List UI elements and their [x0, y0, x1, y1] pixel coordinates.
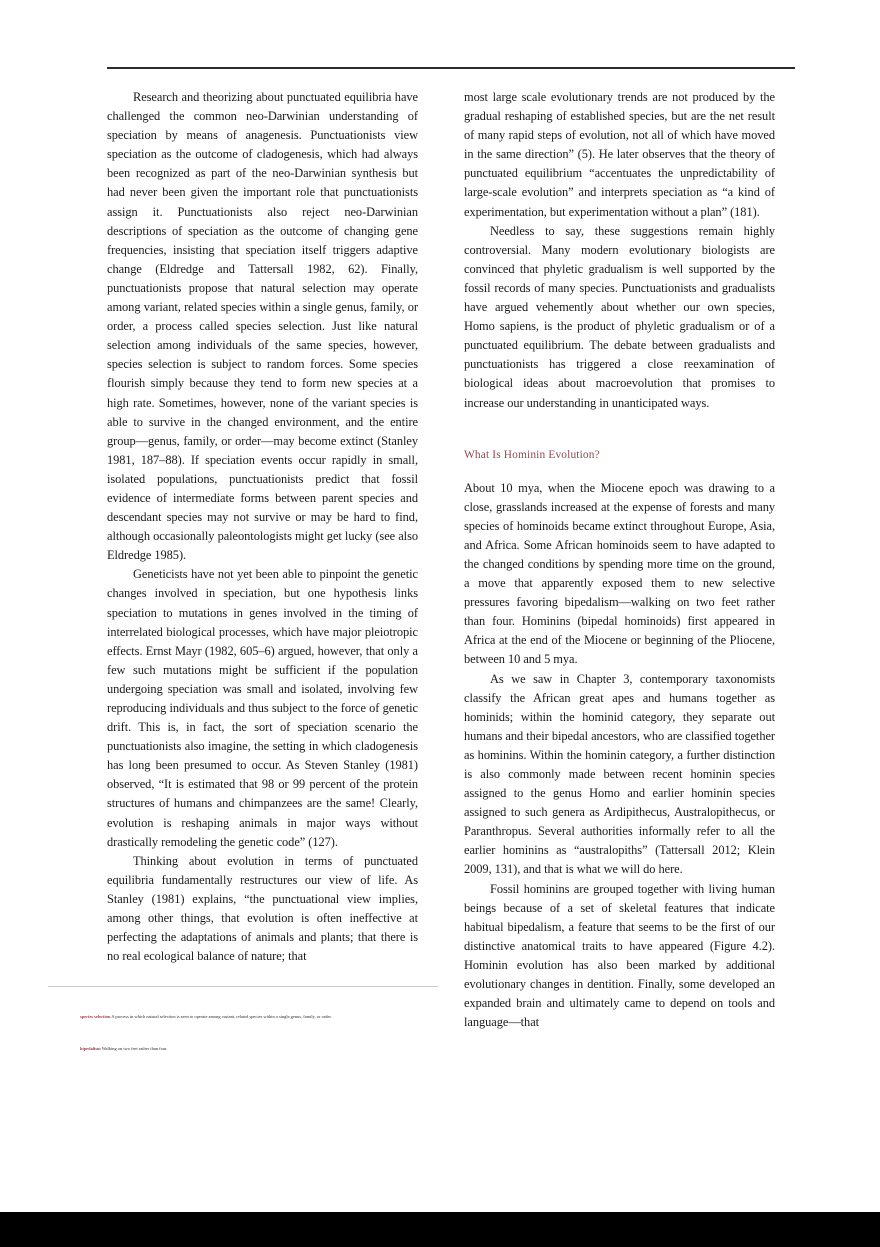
paragraph: Research and theorizing about punctuated equilibria have challenged the common neo-Darwinian understanding of speciation by means of anagenesis. Punctuationists view speciation as the outcome of cladogenesis, which had always been recognized as part of the neo-Darwinian synthesis but had never been given the important role that punctuationists assign it. Punctuationists also reject neo-Darwinian descriptions of speciation as the outcome of changing gene frequencies, insisting that speciation itself triggers adaptive change (Eldredge and Tattersall 1982, 62). Finally, punctuationists propose that natural selection may operate among variant, related species within a single genus, family, or order, a process called species selection. Just like natural selection among individuals of the same species, however, species selection is subject to random forces. Some species flourish simply because they tend to form new species at a high rate. Sometimes, however, none of the variant species is able to survive in the changed environment, and the entire group—genus, family, or order—may become extinct (Stanley 1981, 187–88). If speciation events occur rapidly in small, isolated populations, punctuationists predict that fossil evidence of intermediate forms between parent species and descendant species may not survive or may be hard to find, although occasionally paleontologists might get lucky (see also Eldredge 1985).	[107, 90, 418, 563]
glossary-block	[48, 986, 438, 1054]
paragraph: Needless to say, these suggestions remain highly controversial. Many modern evolutionary biologists are convinced that phyletic gradualism is well supported by the fossil records of many species. Punctuationists and gradualists have argued vehemently about whether our own species, Homo sapiens, is the product of phyletic gradualism or of a punctuated equilibrium. The debate between gradualists and punctuationists has triggered a close reexamination of biological ideas about macroevolution that promises to increase our understanding in unanticipated ways.	[464, 223, 775, 410]
paragraph: Fossil hominins are grouped together with living human beings because of a set of skeletal features that indicate habitual bipedalism, a feature that seems to be the first of our distinctive anatomical traits to have appeared (Figure 4.2). Hominin evolution has also been marked by additional evolutionary changes in dentition. Finally, some developed an expanded brain and ultimately came to depend on tools and language—that	[464, 881, 775, 1030]
glossary-definition: Walking on two feet rather than four.	[101, 1045, 168, 1051]
glossary-definition: A process in which natural selection is seen to operate among variant, related species within a single genus, family, or order.	[111, 1014, 332, 1019]
bottom-black-band	[0, 1212, 880, 1247]
heading-spacer-top	[464, 413, 775, 448]
glossary-entry	[80, 1043, 438, 1055]
heading-spacer-bottom	[464, 463, 775, 479]
glossary-term: bipedalism	[80, 1045, 101, 1051]
right-column	[464, 88, 775, 1032]
glossary-term: species selection	[80, 1014, 111, 1019]
section-heading: What Is Hominin Evolution?	[464, 448, 600, 461]
header-rule	[107, 67, 795, 69]
paragraph: Thinking about evolution in terms of punctuated equilibria fundamentally restructures our view of life. As Stanley (1981) explains, “the punctuational view implies, among other things, that evolution is often ineffective at perfecting the adaptations of animals and plants; that there is no real ecological balance of nature; that	[107, 853, 418, 964]
paragraph: As we saw in Chapter 3, contemporary taxonomists classify the African great apes and humans together as hominids; within the hominid category, they separate out humans and their bipedal ancestors, who are classified together as hominins. Within the hominin category, a further distinction is also commonly made between recent hominin species assigned to the genus Homo and earlier hominin species assigned to such genera as Ardipithecus, Australopithecus, or Paranthropus. Several authorities informally refer to all the earlier hominins as “australopiths” (Tattersall 2012; Klein 2009, 131), and that is what we will do here.	[464, 671, 775, 877]
paragraph: Geneticists have not yet been able to pinpoint the genetic changes involved in speciation, but one hypothesis links speciation to mutations in genes involved in the timing of interrelated biological processes, which have major pleiotropic effects. Ernst Mayr (1982, 605–6) argued, however, that only a few such mutations might be sufficient if the population undergoing speciation was small and isolated, involving few reproducing individuals and thus subject to the force of genetic drift. This is, in fact, the sort of speciation scenario the punctuationists also imagine, the setting in which cladogenesis has long been presumed to occur. As Steven Stanley (1981) observed, “It is estimated that 98 or 99 percent of the protein structures of humans and chimpanzees are the same! Clearly, evolution is reshaping animals in major ways without drastically remodeling the genetic code” (127).	[107, 567, 418, 849]
paragraph: About 10 mya, when the Miocene epoch was drawing to a close, grasslands increased at the expense of forests and many species of hominoids became extinct throughout Europe, Asia, and Africa. Some African hominoids seem to have adapted to the changed conditions by spending more time on the ground, a move that apparently exposed them to new selective pressures favoring bipedalism—walking on two feet rather than four. Hominins (bipedal hominoids) first appeared in Africa at the end of the Miocene or beginning of the Pliocene, between 10 and 5 mya.	[464, 480, 775, 667]
left-column	[107, 88, 418, 966]
paragraph: most large scale evolutionary trends are not produced by the gradual reshaping of established species, but are the net result of many rapid steps of evolution, not all of which have moved in the same direction” (5). He later observes that the theory of punctuated equilibrium “accentuates the unpredictability of large-scale evolution” and interprets speciation as “a kind of experimentation, but experimentation without a plan” (181).	[464, 90, 775, 219]
footnote-divider-rule	[48, 986, 438, 987]
glossary-entry	[80, 1011, 438, 1023]
